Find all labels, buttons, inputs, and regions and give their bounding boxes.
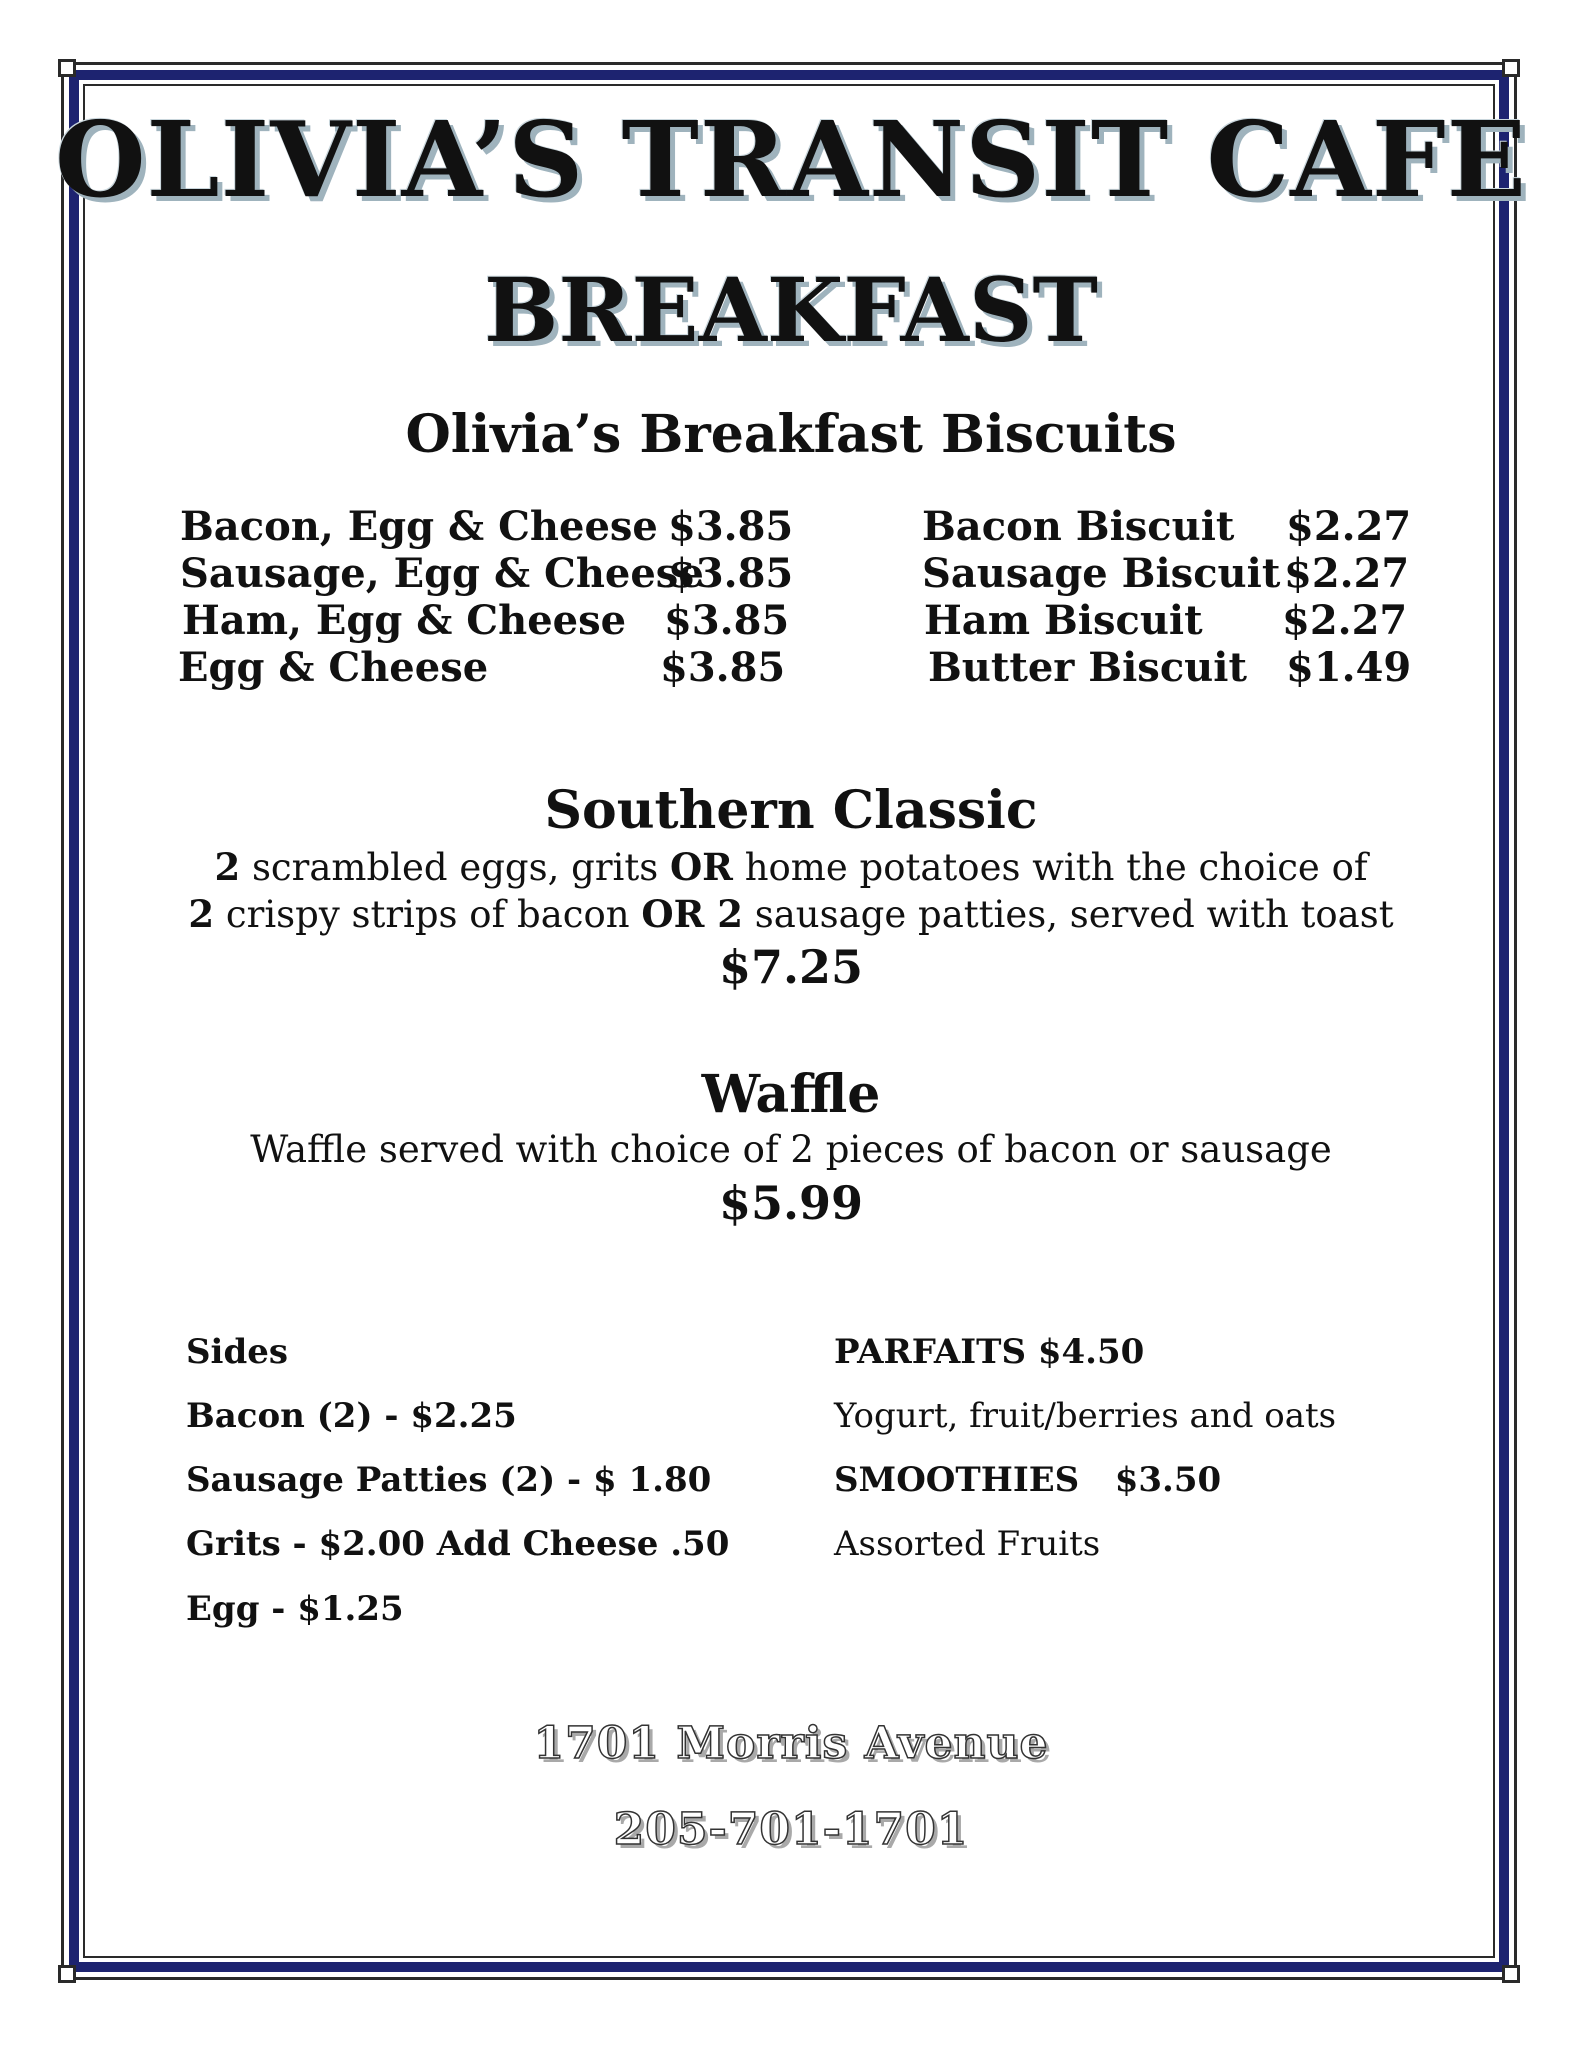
biscuit-right-name: Butter Biscuit [928,644,1247,691]
menu-subtitle: BREAKFAST [484,258,1098,362]
cafe-title: OLIVIA’S TRANSIT CAFE [54,98,1528,221]
side-item: Bacon (2) - $2.25 [186,1396,517,1436]
biscuit-left-name: Bacon, Egg & Cheese [180,503,658,550]
side-item: Egg - $1.25 [186,1589,404,1629]
side-item: Grits - $2.00 Add Cheese .50 [186,1524,730,1564]
corner-ornament-bottom-left [58,1965,76,1983]
waffle-description: Waffle served with choice of 2 pieces of bacon or sausage [250,1128,1332,1171]
biscuit-left-price: $3.85 [660,644,786,691]
southern-classic-price: $7.25 [718,940,864,994]
biscuit-left-price: $3.85 [668,550,794,597]
biscuit-left-name: Egg & Cheese [178,644,489,691]
corner-ornament-top-right [1502,59,1520,77]
smoothies-description: Assorted Fruits [834,1524,1101,1564]
cafe-phone: 205-701-1701 [613,1804,969,1855]
biscuit-right-name: Ham Biscuit [924,597,1203,644]
biscuit-right-price: $2.27 [1282,597,1408,644]
smoothies-heading: SMOOTHIES $3.50 [834,1460,1222,1500]
biscuit-left-price: $3.85 [664,597,790,644]
biscuits-heading: Olivia’s Breakfast Biscuits [405,404,1177,465]
waffle-heading: Waffle [701,1064,881,1125]
cafe-address: 1701 Morris Avenue [533,1718,1049,1769]
corner-ornament-top-left [58,59,76,77]
biscuit-left-name: Ham, Egg & Cheese [182,597,627,644]
waffle-price: $5.99 [718,1176,864,1230]
frame-inner-border [83,84,1495,1958]
side-item: Sausage Patties (2) - $ 1.80 [186,1460,712,1500]
biscuit-right-name: Bacon Biscuit [922,503,1235,550]
sides-heading: Sides [186,1332,289,1372]
southern-classic-heading: Southern Classic [544,780,1038,841]
southern-classic-description-line-1: 2 scrambled eggs, grits OR home potatoes with the choice of [214,845,1368,889]
parfaits-description: Yogurt, fruit/berries and oats [834,1396,1337,1436]
biscuit-right-price: $1.49 [1286,644,1412,691]
biscuit-left-name: Sausage, Egg & Cheese [180,550,704,597]
biscuit-right-price: $2.27 [1284,550,1410,597]
parfaits-heading: PARFAITS $4.50 [834,1332,1145,1372]
biscuit-right-price: $2.27 [1286,503,1412,550]
biscuit-left-price: $3.85 [668,503,794,550]
corner-ornament-bottom-right [1502,1965,1520,1983]
southern-classic-description-line-2: 2 crispy strips of bacon OR 2 sausage patties, served with toast [188,892,1394,936]
biscuit-right-name: Sausage Biscuit [922,550,1281,597]
